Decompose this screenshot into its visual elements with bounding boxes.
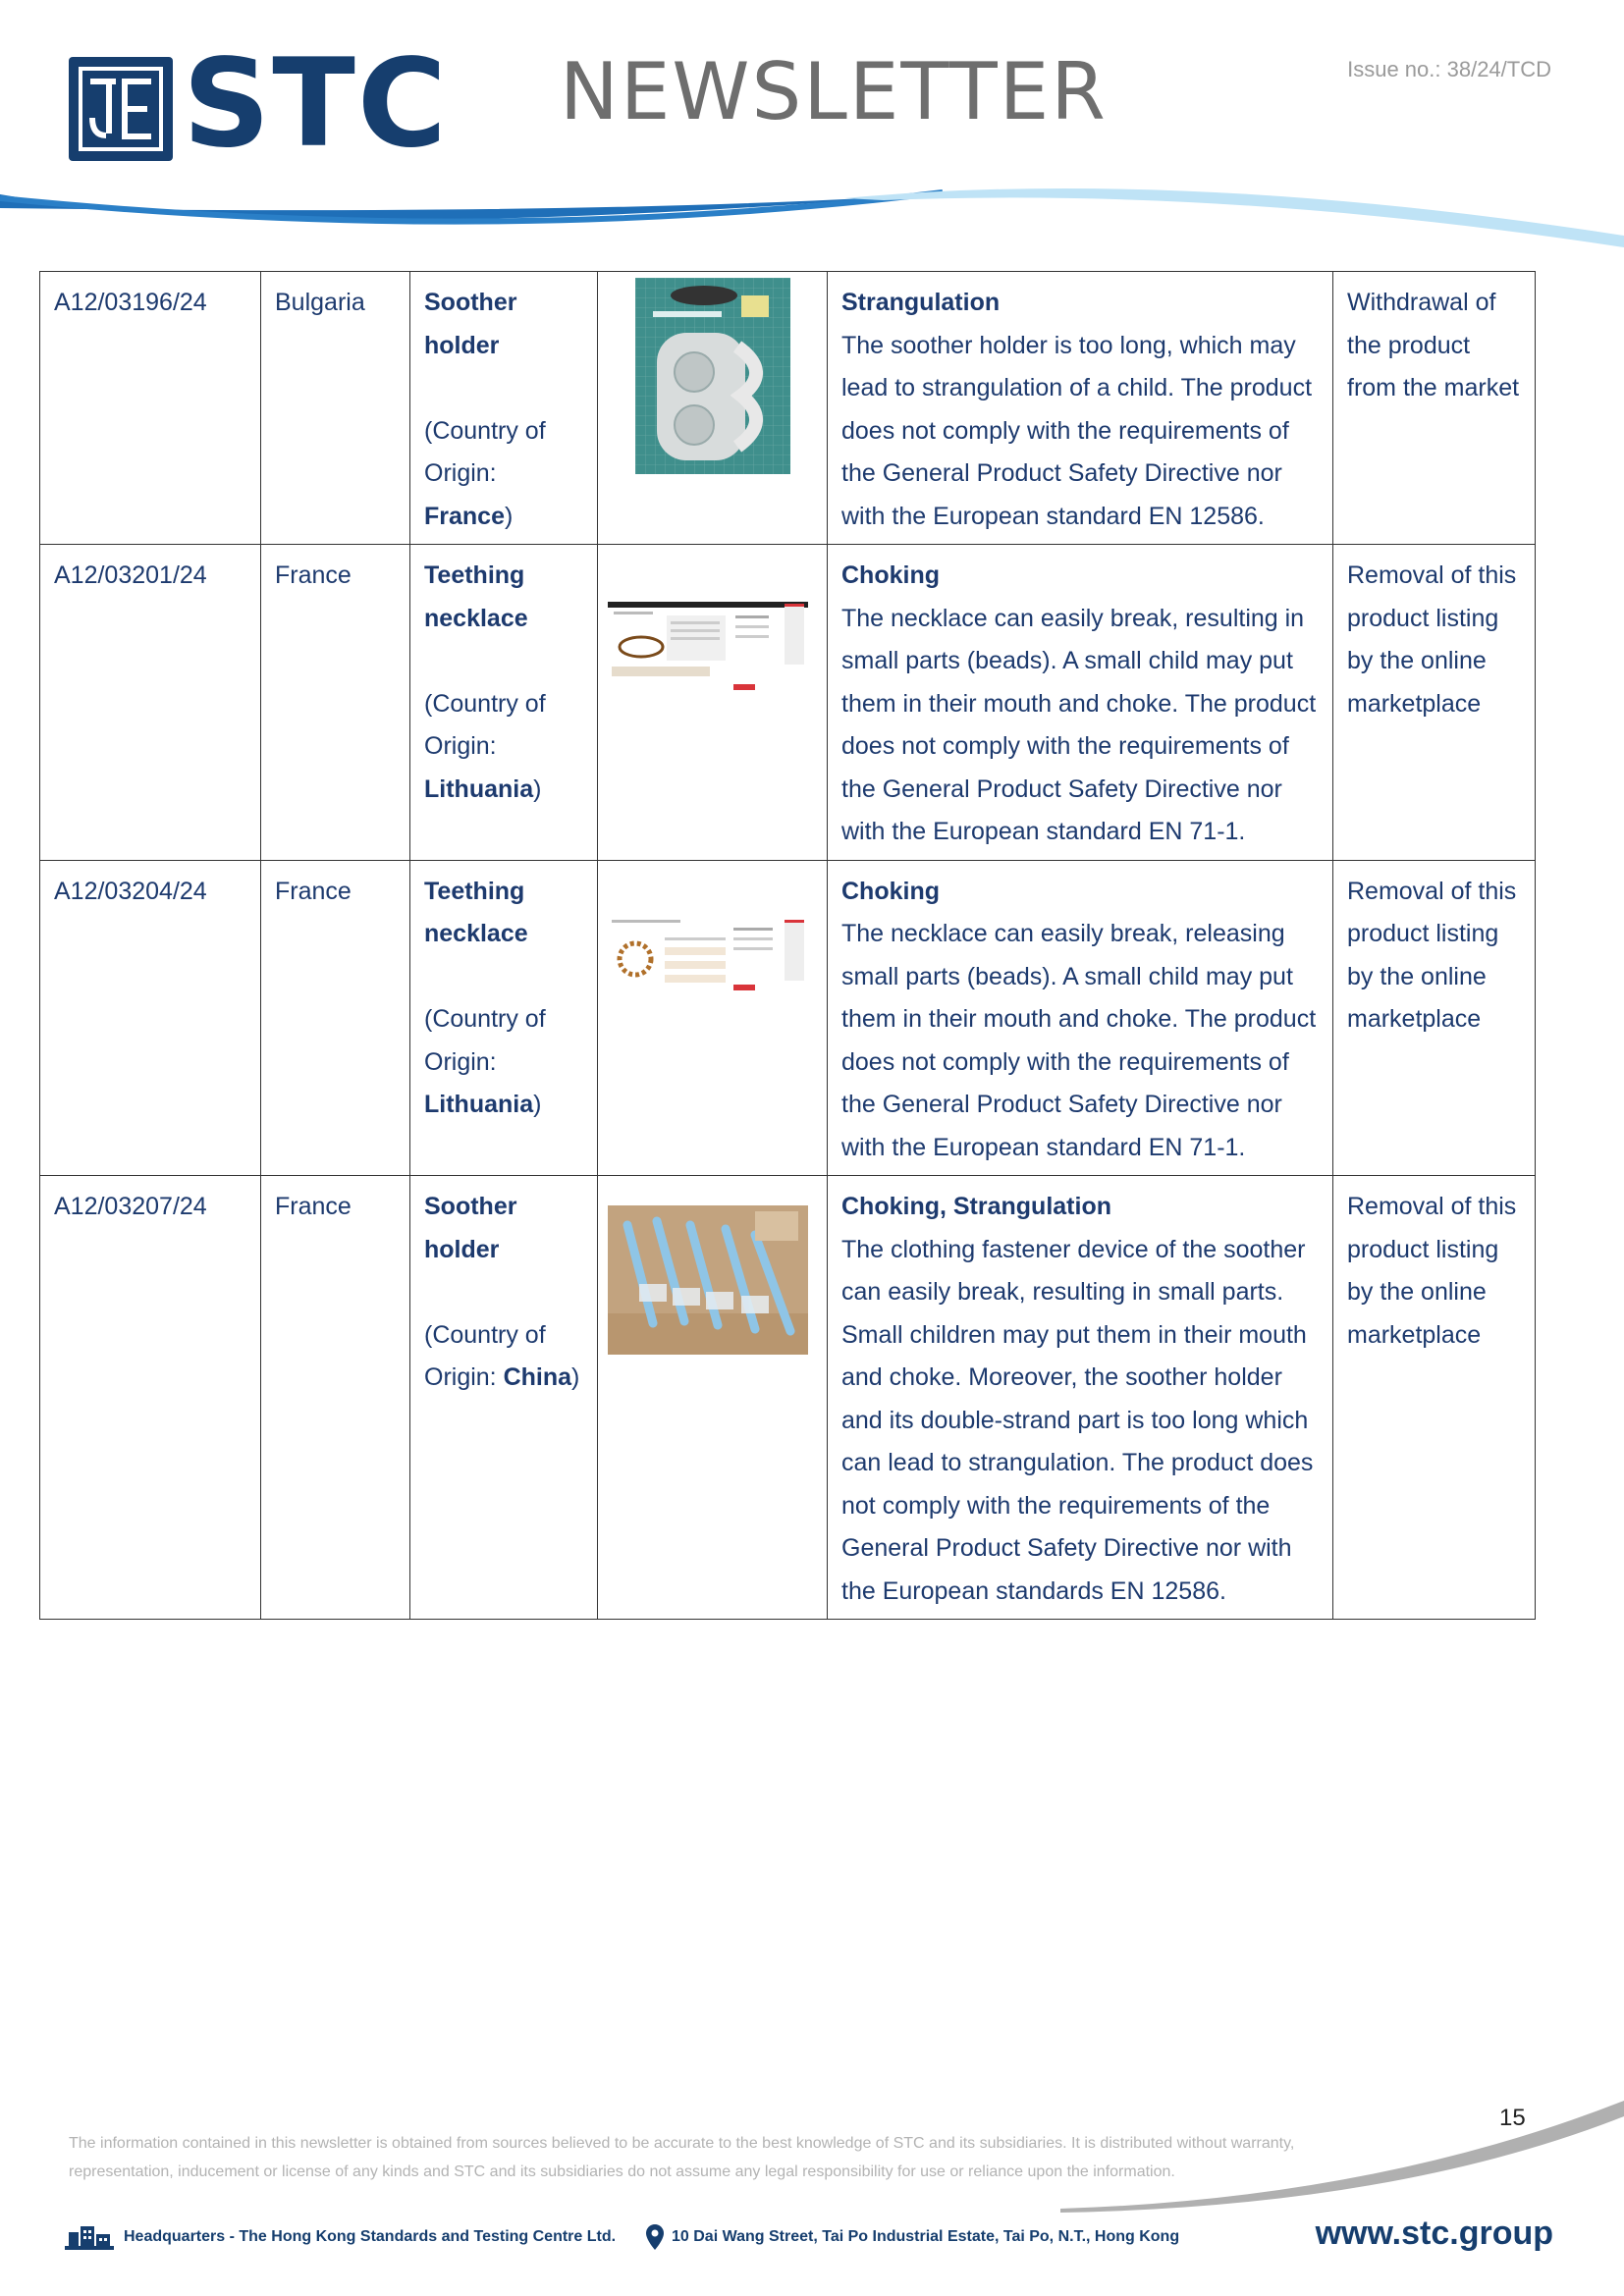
product-name: Soother <box>424 1193 517 1220</box>
soother-package-image <box>635 278 790 474</box>
image-cell <box>598 860 828 1176</box>
image-cell <box>598 272 828 545</box>
risk-type: Choking <box>841 877 940 905</box>
table-row <box>40 545 1536 861</box>
origin-label: Origin: <box>424 732 497 760</box>
listing-screenshot-image <box>608 602 808 700</box>
product-name: Teething <box>424 877 525 905</box>
image-cell <box>598 545 828 861</box>
origin-prefix: (Country of <box>424 416 546 445</box>
origin-country: Lithuania <box>424 1091 534 1118</box>
risk-description: The clothing fastener device of the soother can easily break, resulting in small parts. Small children may put them in their mouth and choke. Moreover, the soother holder and its double-strand part is too long which can lead to strangulation. The product does not comply with the requirements of the General Product Safety Directive nor with the European standards EN 12586. <box>841 1235 1314 1605</box>
product-name: necklace <box>424 604 528 632</box>
headquarters <box>65 2224 616 2250</box>
ref-cell: A12/03207/24 <box>40 1176 261 1620</box>
notifying-country-cell: France <box>261 545 410 861</box>
origin-label: Origin: <box>424 459 497 487</box>
origin-prefix: (Country of <box>424 1005 546 1033</box>
risk-description: The necklace can easily break, releasing small parts (beads). A small child may put them in their mouth and choke. The product does not comply with the requirements of the General Product Safety Directive nor with the European standard EN 71-1. <box>841 920 1317 1161</box>
risk-cell <box>828 272 1333 545</box>
origin-country: China <box>503 1363 572 1391</box>
issue-number: Issue no.: 38/24/TCD <box>1347 57 1551 81</box>
location-pin-icon <box>646 2224 664 2250</box>
origin-prefix: (Country of <box>424 689 546 718</box>
headquarters-text: Headquarters - The Hong Kong Standards and Testing Centre Ltd. <box>124 2228 617 2245</box>
header-swoosh <box>0 177 1624 255</box>
disclaimer: The information contained in this newsletter is obtained from sources believed to be accurate to the best knowledge of STC and its subsidiaries. It is distributed without warranty, representation, inducement or license of any kinds and STC and its subsidiaries do not assume any legal responsibility for use or reliance upon the information. <box>69 2135 1295 2180</box>
origin-suffix: ) <box>533 774 542 803</box>
page-header <box>0 0 1624 255</box>
notifying-country-cell: France <box>261 860 410 1176</box>
product-cell <box>410 272 598 545</box>
origin-suffix: ) <box>571 1363 580 1391</box>
newsletter-title: NEWSLETTER <box>560 46 1108 137</box>
table-row <box>40 1176 1536 1620</box>
origin-country: Lithuania <box>424 774 534 803</box>
origin-suffix: ) <box>504 502 514 530</box>
listing-screenshot-image <box>608 918 808 1006</box>
risk-type: Choking <box>841 561 940 589</box>
address <box>646 2224 1179 2250</box>
product-name: holder <box>424 331 500 359</box>
table-row <box>40 272 1536 545</box>
risk-cell <box>828 1176 1333 1620</box>
product-cell <box>410 860 598 1176</box>
table-row <box>40 860 1536 1176</box>
notifying-country-cell: France <box>261 1176 410 1620</box>
origin-label: Origin: <box>424 1363 497 1391</box>
risk-description: The soother holder is too long, which may lead to strangulation of a child. The product does not comply with the requirements of the General Product Safety Directive nor with the European standard EN 12586. <box>841 331 1313 530</box>
image-cell <box>598 1176 828 1620</box>
origin-prefix: (Country of <box>424 1320 546 1349</box>
product-cell <box>410 1176 598 1620</box>
ref-cell: A12/03204/24 <box>40 860 261 1176</box>
page-number: 15 <box>1499 2105 1526 2131</box>
ref-cell: A12/03196/24 <box>40 272 261 545</box>
product-name: holder <box>424 1235 500 1263</box>
risk-type: Strangulation <box>841 289 1001 316</box>
address-text: 10 Dai Wang Street, Tai Po Industrial Estate, Tai Po, N.T., Hong Kong <box>672 2228 1180 2245</box>
product-name: Soother <box>424 289 517 316</box>
risk-type: Choking, Strangulation <box>841 1193 1111 1220</box>
soother-holders-image <box>608 1205 808 1355</box>
origin-country: France <box>424 502 505 530</box>
origin-label: Origin: <box>424 1047 497 1076</box>
risk-cell <box>828 545 1333 861</box>
measures-cell: Withdrawal of the product from the market <box>1333 272 1536 545</box>
origin-suffix: ) <box>533 1091 542 1118</box>
product-name: Teething <box>424 561 525 589</box>
website-link[interactable]: www.stc.group <box>1315 2215 1553 2252</box>
product-cell <box>410 545 598 861</box>
risk-cell <box>828 860 1333 1176</box>
measures-cell: Removal of this product listing by the online marketplace <box>1333 860 1536 1176</box>
recall-table <box>39 271 1536 1620</box>
measures-cell: Removal of this product listing by the online marketplace <box>1333 545 1536 861</box>
stc-logo-mark <box>69 57 173 161</box>
logo-text: STC <box>183 33 449 175</box>
product-name: necklace <box>424 920 528 947</box>
notifying-country-cell: Bulgaria <box>261 272 410 545</box>
risk-description: The necklace can easily break, resulting in small parts (beads). A small child may put them in their mouth and choke. The product does not comply with the requirements of the General Product Safety Directive nor with the European standard EN 71-1. <box>841 604 1317 845</box>
measures-cell: Removal of this product listing by the online marketplace <box>1333 1176 1536 1620</box>
building-icon <box>65 2224 114 2250</box>
ref-cell: A12/03201/24 <box>40 545 261 861</box>
